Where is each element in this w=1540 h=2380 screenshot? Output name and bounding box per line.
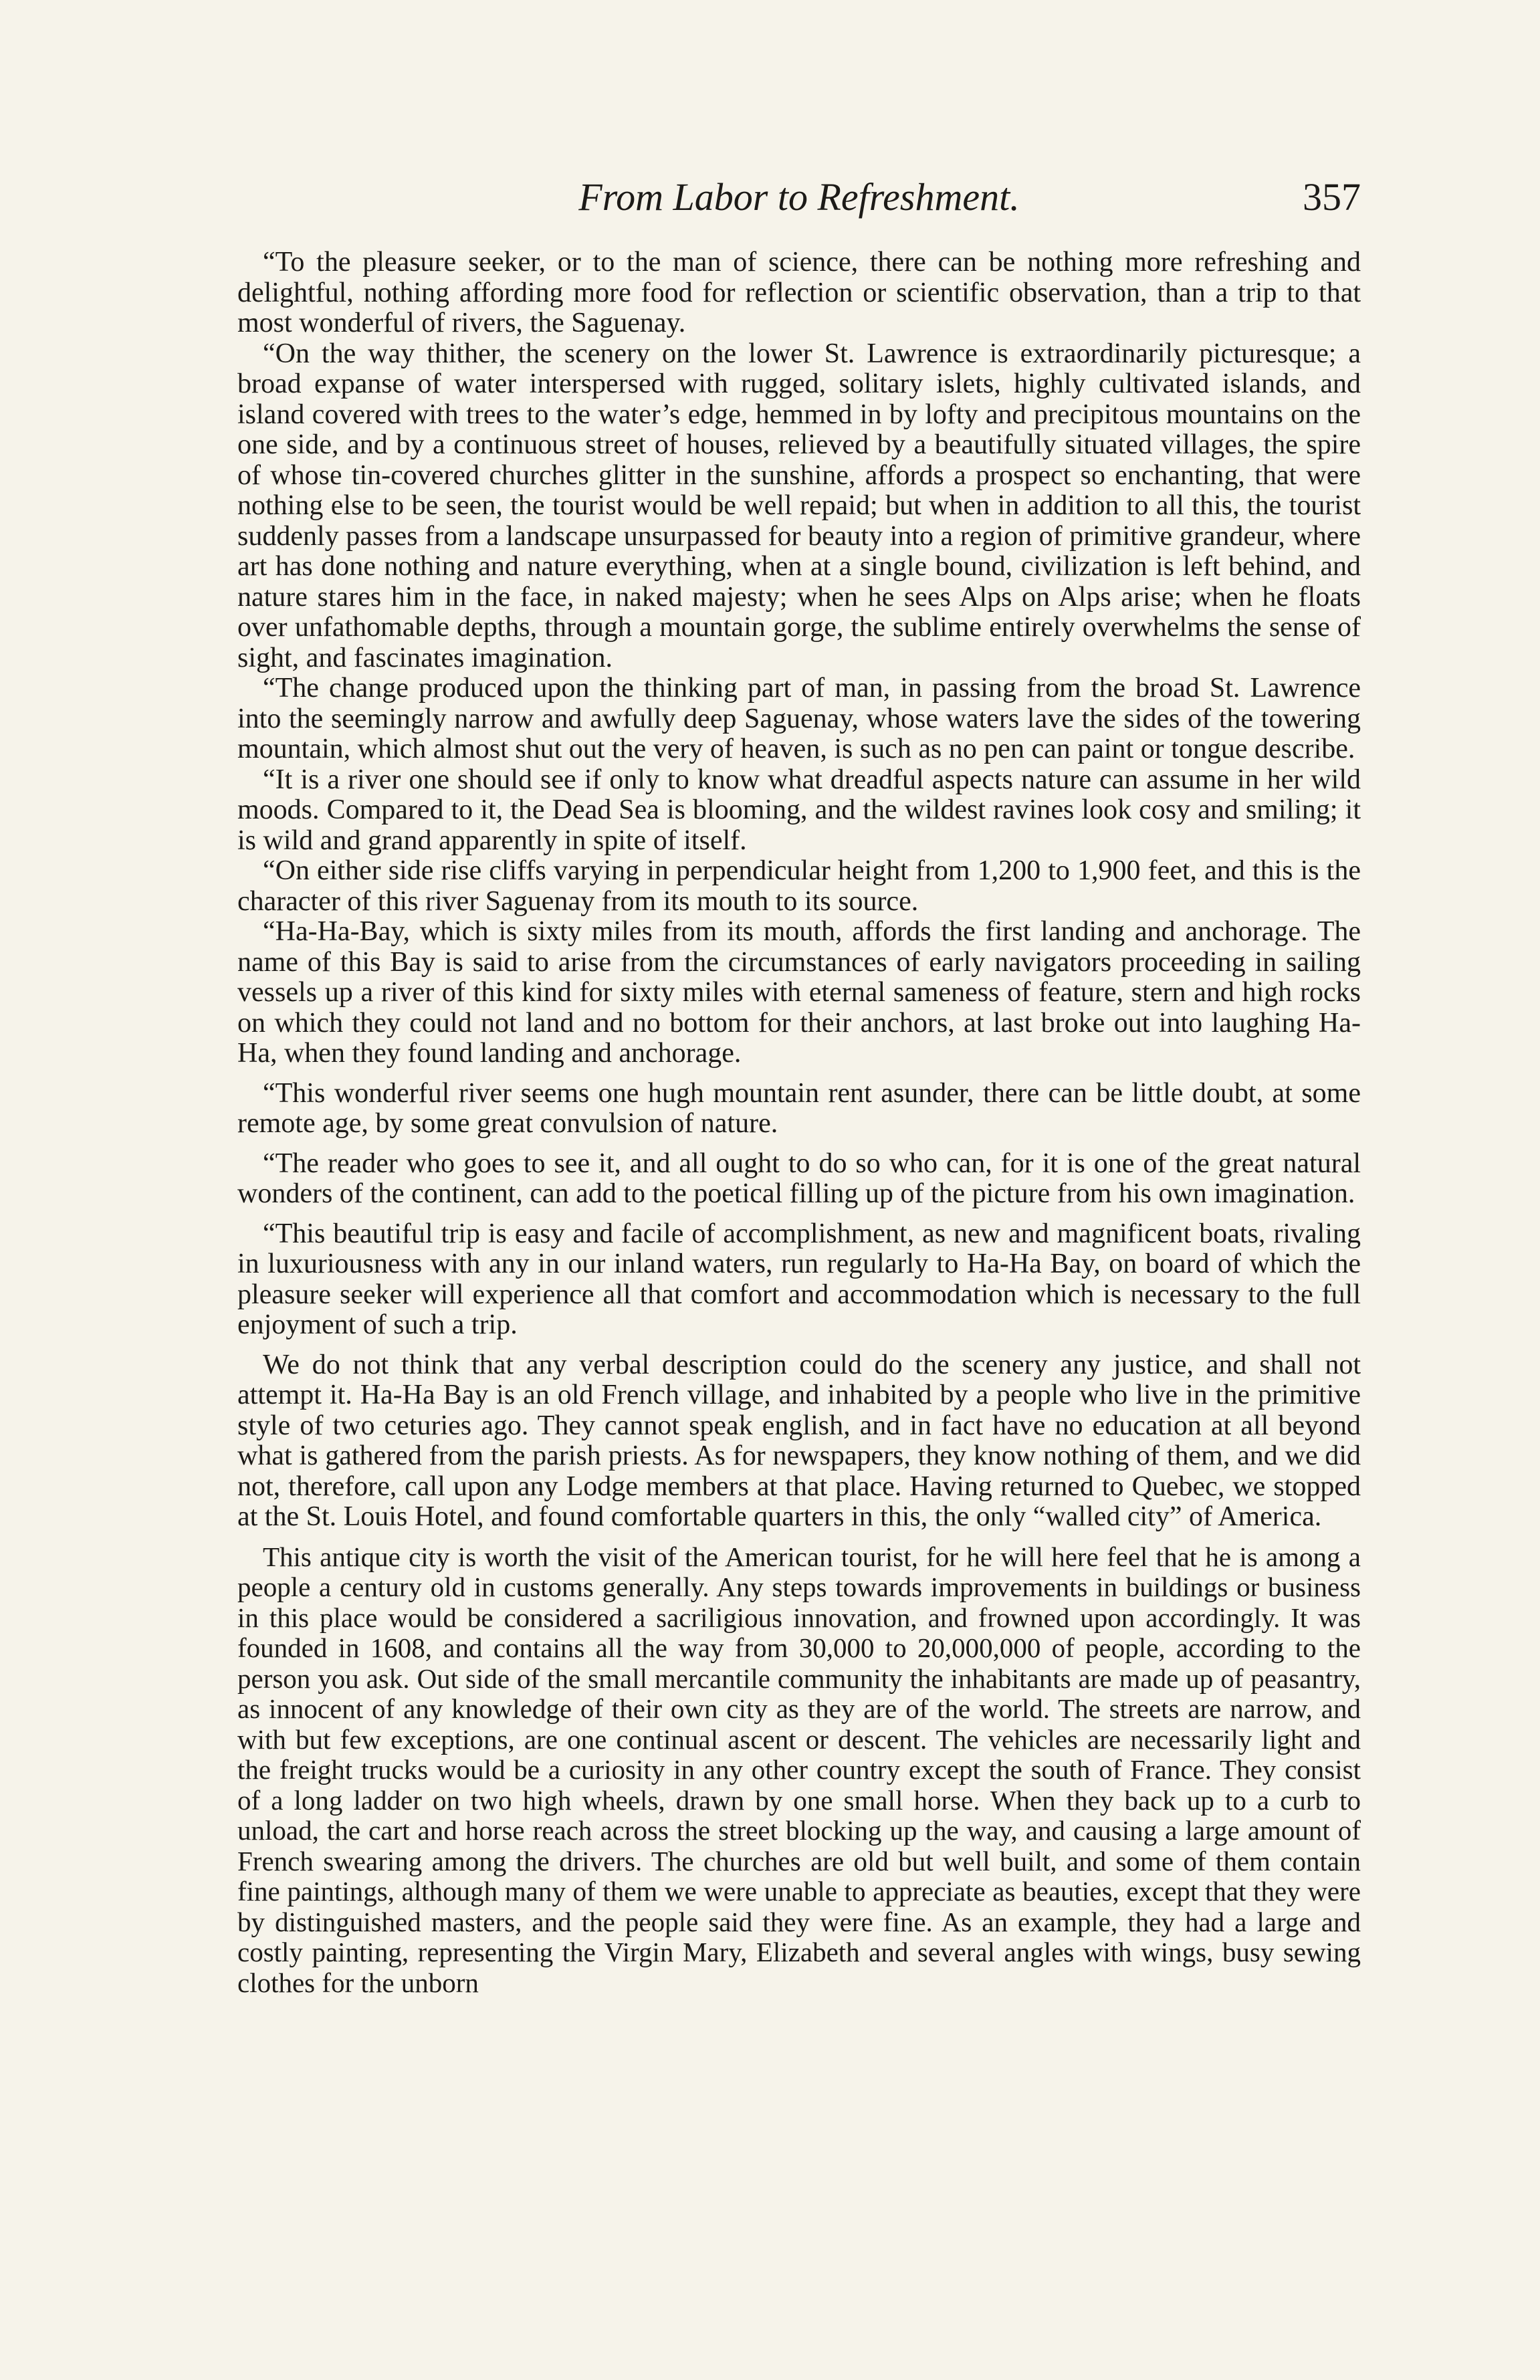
paragraph-beautiful-trip: “This beautiful trip is easy and facile of accomplishment, as new and magnificent boats, rivaling in luxuriousness with any in our inland waters, run regularly to Ha-Ha Bay, on board of which the pleasure seeker will experience all that comfort and accommodation which is necessary to the full enjoyment of such a trip. xyxy=(237,1218,1361,1340)
book-page xyxy=(237,174,1361,1998)
paragraph-change-produced: “The change produced upon the thinking part of man, in passing from the broad St. Lawrence into the seemingly narrow and awfully deep Saguenay, whose waters lave the sides of the towering mountain, which almost shut out the very of heaven, is such as no pen can paint or tongue describe. xyxy=(237,673,1361,764)
paragraph-verbal-description: We do not think that any verbal description could do the scenery any justice, and shall not attempt it. Ha-Ha Bay is an old French village, and inhabited by a people who live in the primitive style of two ceturies ago. They cannot speak english, and in fact have no education at all beyond what is gathered from the parish priests. As for newspapers, they know nothing of them, and we did not, therefore, call upon any Lodge members at that place. Having returned to Quebec, we stopped at the St. Louis Hotel, and found comfortable quarters in this, the only “walled city” of America. xyxy=(237,1349,1361,1532)
paragraph-wild-moods: “It is a river one should see if only to know what dreadful aspects nature can assume in her wild moods. Compared to it, the Dead Sea is blooming, and the wildest ravines look cosy and smiling; it is wild and grand apparently in spite of itself. xyxy=(237,764,1361,856)
paragraph-antique-city: This antique city is worth the visit of the American tourist, for he will here feel that he is among a people a century old in customs generally. Any steps towards improvements in buildings or business in this place would be considered a sacriligious innovation, and frowned upon accordingly. It was founded in 1608, and contains all the way from 30,000 to 20,000,000 of people, according to the person you ask. Out side of the small mercantile community the inhabitants are made up of peasantry, as innocent of any knowledge of their own city as they are of the world. The streets are narrow, and with but few exceptions, are one continual ascent or descent. The vehicles are necessarily light and the freight trucks would be a curiosity in any other country except the south of France. They consist of a long ladder on two high wheels, drawn by one small horse. When they back up to a curb to unload, the cart and horse reach across the street blocking up the way, and causing a large amount of French swearing among the drivers. The churches are old but well built, and some of them contain fine paintings, although many of them we were unable to appreciate as beauties, except that they were by distinguished masters, and the people said they were fine. As an example, they had a large and costly painting, representing the Virgin Mary, Elizabeth and several angles with wings, busy sewing clothes for the unborn xyxy=(237,1541,1361,1998)
paragraph-cliffs: “On either side rise cliffs varying in perpendicular height from 1,200 to 1,900 feet, and this is the character of this river Saguenay from its mouth to its source. xyxy=(237,855,1361,917)
body-text xyxy=(237,247,1361,1998)
paragraph-ha-ha-bay: “Ha-Ha-Bay, which is sixty miles from its mouth, affords the first landing and anchorage. The name of this Bay is said to arise from the circumstances of early navigators proceeding in sailing vessels up a river of this kind for sixty miles with eternal sameness of feature, stern and high rocks on which they could not land and no bottom for their anchors, at last broke out into laughing Ha-Ha, when they found landing and anchorage. xyxy=(237,916,1361,1069)
paragraph-saguenay-intro: “To the pleasure seeker, or to the man of science, there can be nothing more refreshing and delightful, nothing affording more food for reflection or scientific observation, than a trip to that most wonderful of rivers, the Saguenay. xyxy=(237,247,1361,338)
paragraph-mountain-rent: “This wonderful river seems one hugh mountain rent asunder, there can be little doubt, at some remote age, by some great convulsion of nature. xyxy=(237,1077,1361,1139)
paragraph-st-lawrence-scenery: “On the way thither, the scenery on the lower St. Lawrence is extraordinarily picturesque; a broad expanse of water interspersed with rugged, solitary islets, highly cultivated islands, and island covered with trees to the water’s edge, hemmed in by lofty and precipitous mountains on the one side, and by a continuous street of houses, relieved by a beautifully situated villages, the spire of whose tin-covered churches glitter in the sunshine, affords a prospect so enchanting, that were nothing else to be seen, the tourist would be well repaid; but when in addition to all this, the tourist suddenly passes from a landscape unsurpassed for beauty into a region of primitive grandeur, where art has done nothing and nature everything, when at a single bound, civilization is left behind, and nature stares him in the face, in naked majesty; when he sees Alps on Alps arise; when he floats over unfathomable depths, through a mountain gorge, the sublime entirely overwhelms the sense of sight, and fascinates imagination. xyxy=(237,338,1361,673)
running-head xyxy=(237,174,1361,247)
page-number: 357 xyxy=(1303,175,1361,219)
running-title: From Labor to Refreshment. xyxy=(578,175,1020,219)
paragraph-reader: “The reader who goes to see it, and all ought to do so who can, for it is one of the great natural wonders of the continent, can add to the poetical filling up of the picture from his own imagination. xyxy=(237,1148,1361,1209)
